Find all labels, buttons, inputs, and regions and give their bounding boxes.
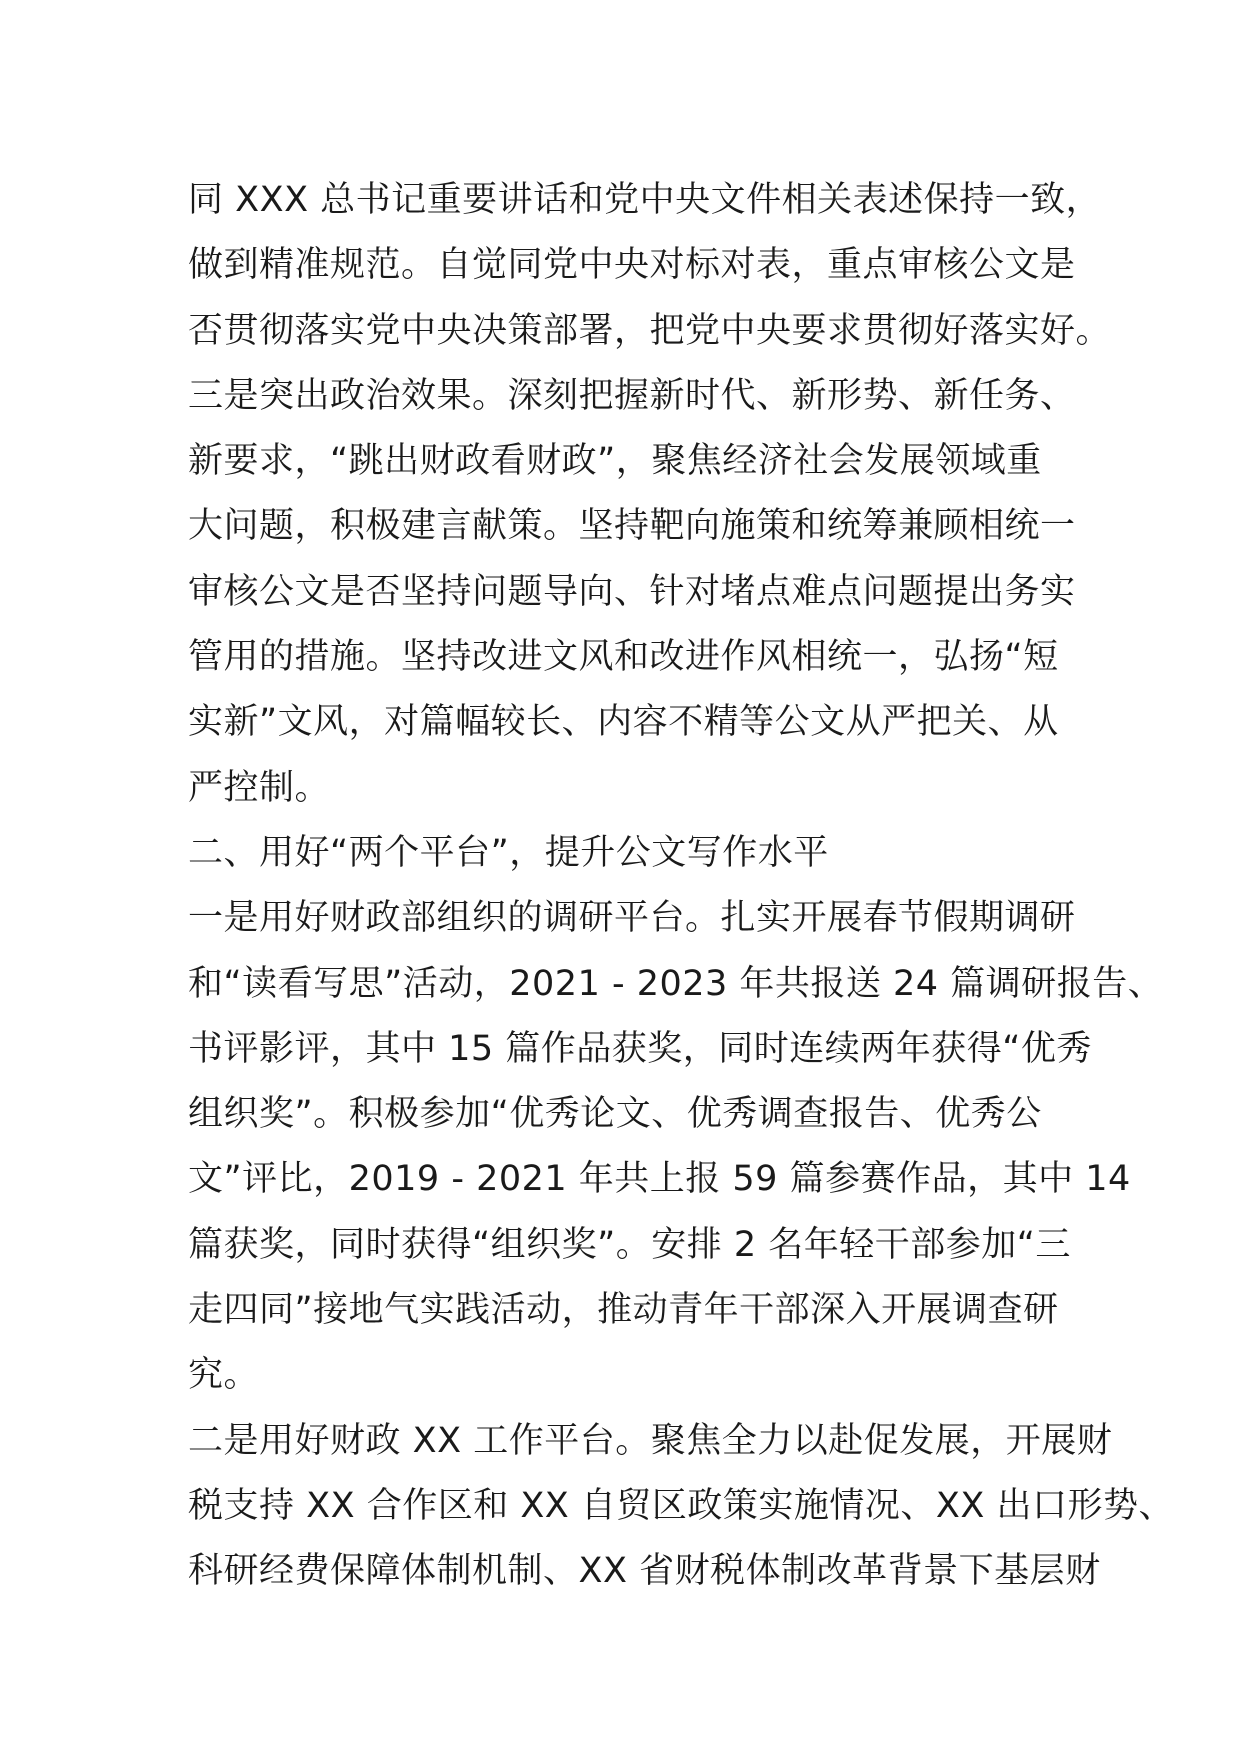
text-line: 实新”文风，对篇幅较长、内容不精等公文从严把关、从	[188, 702, 1059, 743]
text-line: 组织奖”。积极参加“优秀论文、优秀调查报告、优秀公	[188, 1094, 1042, 1135]
text-line: 否贯彻落实党中央决策部署，把党中央要求贯彻好落实好。	[188, 310, 1112, 351]
text-line: 同 XXX 总书记重要讲话和党中央文件相关表述保持一致，	[188, 180, 1102, 220]
text-line: 做到精准规范。自觉同党中央对标对表，重点审核公文是	[188, 245, 1076, 286]
text-line: 篇获奖，同时获得“组织奖”。安排 2 名年轻干部参加“三	[188, 1224, 1071, 1265]
text-line: 严控制。	[188, 767, 331, 808]
text-line: 新要求，“跳出财政看财政”，聚焦经济社会发展领域重	[188, 441, 1042, 482]
text-line: 一是用好财政部组织的调研平台。扎实开展春节假期调研	[188, 898, 1076, 939]
text-line: 二是用好财政 XX 工作平台。聚焦全力以赴促发展，开展财	[188, 1420, 1113, 1461]
text-line: 审核公文是否坚持问题导向、针对堵点难点问题提出务实	[188, 571, 1076, 612]
text-line: 税支持 XX 合作区和 XX 自贸区政策实施情况、XX 出口形势、	[188, 1485, 1174, 1526]
text-line: 三是突出政治效果。深刻把握新时代、新形势、新任务、	[188, 375, 1076, 416]
text-line: 究。	[188, 1355, 260, 1396]
section-heading: 二、用好“两个平台”，提升公文写作水平	[188, 832, 829, 873]
text-line: 管用的措施。坚持改进文风和改进作风相统一，弘扬“短	[188, 637, 1059, 678]
body-text	[188, 168, 1174, 1605]
text-line: 文”评比，2019 - 2021 年共上报 59 篇参赛作品，其中 14	[188, 1159, 1131, 1200]
text-line: 科研经费保障体制机制、XX 省财税体制改革背景下基层财	[188, 1551, 1101, 1592]
text-line: 大问题，积极建言献策。坚持靶向施策和统筹兼顾相统一	[188, 506, 1076, 547]
text-line: 书评影评，其中 15 篇作品获奖，同时连续两年获得“优秀	[188, 1028, 1092, 1069]
text-line: 和“读看写思”活动，2021 - 2023 年共报送 24 篇调研报告、	[188, 963, 1164, 1004]
text-line: 走四同”接地气实践活动，推动青年干部深入开展调查研	[188, 1290, 1059, 1331]
